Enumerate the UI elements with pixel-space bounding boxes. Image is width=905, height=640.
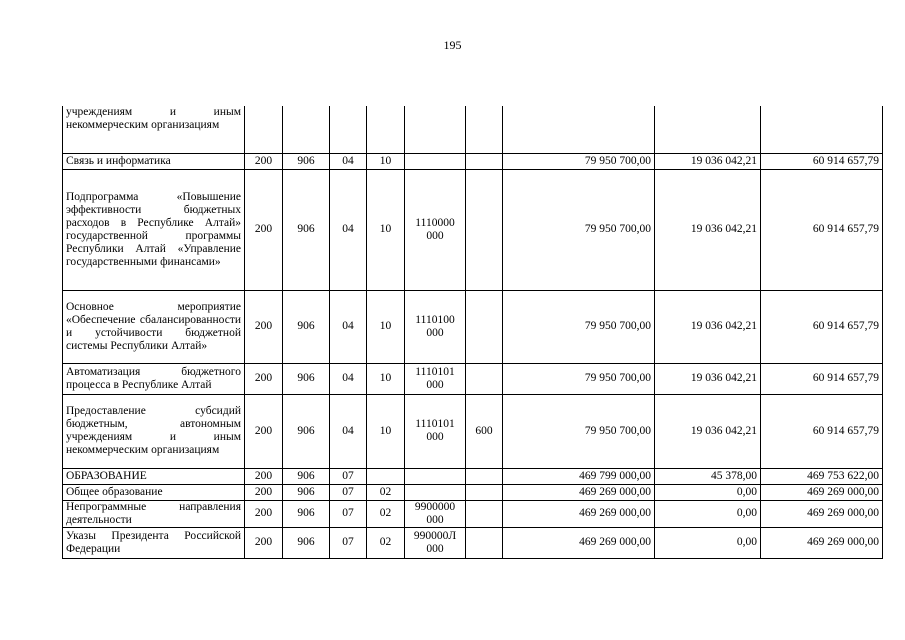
cell-expense-type	[466, 484, 503, 500]
cell-expense-type	[466, 169, 503, 290]
table-row	[63, 290, 883, 363]
cell-executed: 19 036 042,21	[655, 153, 761, 169]
cell-approved: 469 269 000,00	[503, 527, 655, 558]
table-body	[63, 106, 883, 558]
cell-subchapter-code: 10	[367, 363, 405, 394]
cell-ministry-code: 906	[283, 527, 330, 558]
row-name: Общее образование	[63, 484, 245, 500]
cell-approved	[503, 106, 655, 153]
table-row	[63, 527, 883, 558]
cell-approved: 79 950 700,00	[503, 169, 655, 290]
cell-executed: 45 378,00	[655, 468, 761, 484]
cell-ministry-code	[283, 106, 330, 153]
cell-approved: 79 950 700,00	[503, 363, 655, 394]
cell-expense-type	[466, 290, 503, 363]
cell-executed: 19 036 042,21	[655, 169, 761, 290]
cell-expense-type	[466, 527, 503, 558]
cell-section-code: 200	[245, 394, 283, 468]
cell-section-code: 200	[245, 169, 283, 290]
row-name: Предоставление субсидий бюджетным, автономным учреждениям и иным некоммерческим организациям	[63, 394, 245, 468]
table-row	[63, 169, 883, 290]
cell-subchapter-code: 02	[367, 484, 405, 500]
cell-chapter-code: 04	[330, 363, 367, 394]
cell-target-code	[405, 153, 466, 169]
cell-section-code	[245, 106, 283, 153]
cell-approved: 79 950 700,00	[503, 153, 655, 169]
cell-subchapter-code	[367, 468, 405, 484]
cell-remaining: 60 914 657,79	[761, 153, 883, 169]
cell-target-code: 1110101 000	[405, 394, 466, 468]
cell-ministry-code: 906	[283, 169, 330, 290]
cell-remaining: 60 914 657,79	[761, 394, 883, 468]
cell-section-code: 200	[245, 484, 283, 500]
cell-expense-type	[466, 106, 503, 153]
cell-target-code: 1110100 000	[405, 290, 466, 363]
cell-remaining: 469 753 622,00	[761, 468, 883, 484]
cell-remaining: 469 269 000,00	[761, 527, 883, 558]
cell-approved: 79 950 700,00	[503, 394, 655, 468]
cell-chapter-code: 04	[330, 394, 367, 468]
cell-target-code	[405, 484, 466, 500]
row-name: учреждениям и иным некоммерческим организациям	[63, 106, 245, 153]
cell-section-code: 200	[245, 468, 283, 484]
budget-table	[62, 106, 883, 559]
table-row	[63, 106, 883, 153]
cell-target-code	[405, 106, 466, 153]
table-row	[63, 484, 883, 500]
row-name: Основное мероприятие «Обеспечение сбалансированности и устойчивости бюджетной системы Республики Алтай»	[63, 290, 245, 363]
table-row	[63, 468, 883, 484]
cell-subchapter-code	[367, 106, 405, 153]
cell-executed	[655, 106, 761, 153]
cell-ministry-code: 906	[283, 468, 330, 484]
cell-section-code: 200	[245, 153, 283, 169]
row-name: Подпрограмма «Повышение эффективности бюджетных расходов в Республике Алтай» государственной программы Республики Алтай «Управление государственными финансами»	[63, 169, 245, 290]
cell-target-code: 9900000 000	[405, 500, 466, 527]
cell-target-code: 1110000 000	[405, 169, 466, 290]
cell-chapter-code: 07	[330, 527, 367, 558]
cell-chapter-code	[330, 106, 367, 153]
cell-approved: 469 269 000,00	[503, 500, 655, 527]
cell-executed: 0,00	[655, 527, 761, 558]
cell-approved: 79 950 700,00	[503, 290, 655, 363]
cell-section-code: 200	[245, 290, 283, 363]
cell-approved: 469 799 000,00	[503, 468, 655, 484]
table-row	[63, 363, 883, 394]
cell-chapter-code: 07	[330, 468, 367, 484]
cell-chapter-code: 04	[330, 153, 367, 169]
cell-ministry-code: 906	[283, 484, 330, 500]
cell-subchapter-code: 10	[367, 394, 405, 468]
row-name: Связь и информатика	[63, 153, 245, 169]
row-name: Непрограммные направления деятельности	[63, 500, 245, 527]
cell-chapter-code: 04	[330, 290, 367, 363]
table-row	[63, 153, 883, 169]
row-name: Автоматизация бюджетного процесса в Республике Алтай	[63, 363, 245, 394]
cell-expense-type	[466, 500, 503, 527]
cell-remaining: 469 269 000,00	[761, 500, 883, 527]
cell-expense-type	[466, 153, 503, 169]
cell-expense-type	[466, 468, 503, 484]
cell-section-code: 200	[245, 527, 283, 558]
cell-target-code: 1110101 000	[405, 363, 466, 394]
cell-subchapter-code: 02	[367, 527, 405, 558]
cell-chapter-code: 07	[330, 500, 367, 527]
cell-section-code: 200	[245, 363, 283, 394]
cell-remaining	[761, 106, 883, 153]
row-name: ОБРАЗОВАНИЕ	[63, 468, 245, 484]
cell-expense-type: 600	[466, 394, 503, 468]
table-row	[63, 500, 883, 527]
cell-executed: 19 036 042,21	[655, 394, 761, 468]
cell-ministry-code: 906	[283, 500, 330, 527]
cell-expense-type	[466, 363, 503, 394]
cell-target-code	[405, 468, 466, 484]
cell-subchapter-code: 10	[367, 153, 405, 169]
cell-executed: 0,00	[655, 484, 761, 500]
cell-ministry-code: 906	[283, 394, 330, 468]
cell-executed: 19 036 042,21	[655, 290, 761, 363]
cell-subchapter-code: 10	[367, 290, 405, 363]
cell-approved: 469 269 000,00	[503, 484, 655, 500]
cell-section-code: 200	[245, 500, 283, 527]
cell-target-code: 990000Л 000	[405, 527, 466, 558]
row-name: Указы Президента Российской Федерации	[63, 527, 245, 558]
cell-remaining: 60 914 657,79	[761, 290, 883, 363]
cell-ministry-code: 906	[283, 153, 330, 169]
cell-ministry-code: 906	[283, 290, 330, 363]
cell-remaining: 60 914 657,79	[761, 169, 883, 290]
cell-remaining: 469 269 000,00	[761, 484, 883, 500]
cell-chapter-code: 04	[330, 169, 367, 290]
cell-chapter-code: 07	[330, 484, 367, 500]
cell-remaining: 60 914 657,79	[761, 363, 883, 394]
cell-executed: 19 036 042,21	[655, 363, 761, 394]
cell-subchapter-code: 10	[367, 169, 405, 290]
page-number: 195	[443, 38, 462, 52]
table-row	[63, 394, 883, 468]
cell-subchapter-code: 02	[367, 500, 405, 527]
cell-ministry-code: 906	[283, 363, 330, 394]
cell-executed: 0,00	[655, 500, 761, 527]
